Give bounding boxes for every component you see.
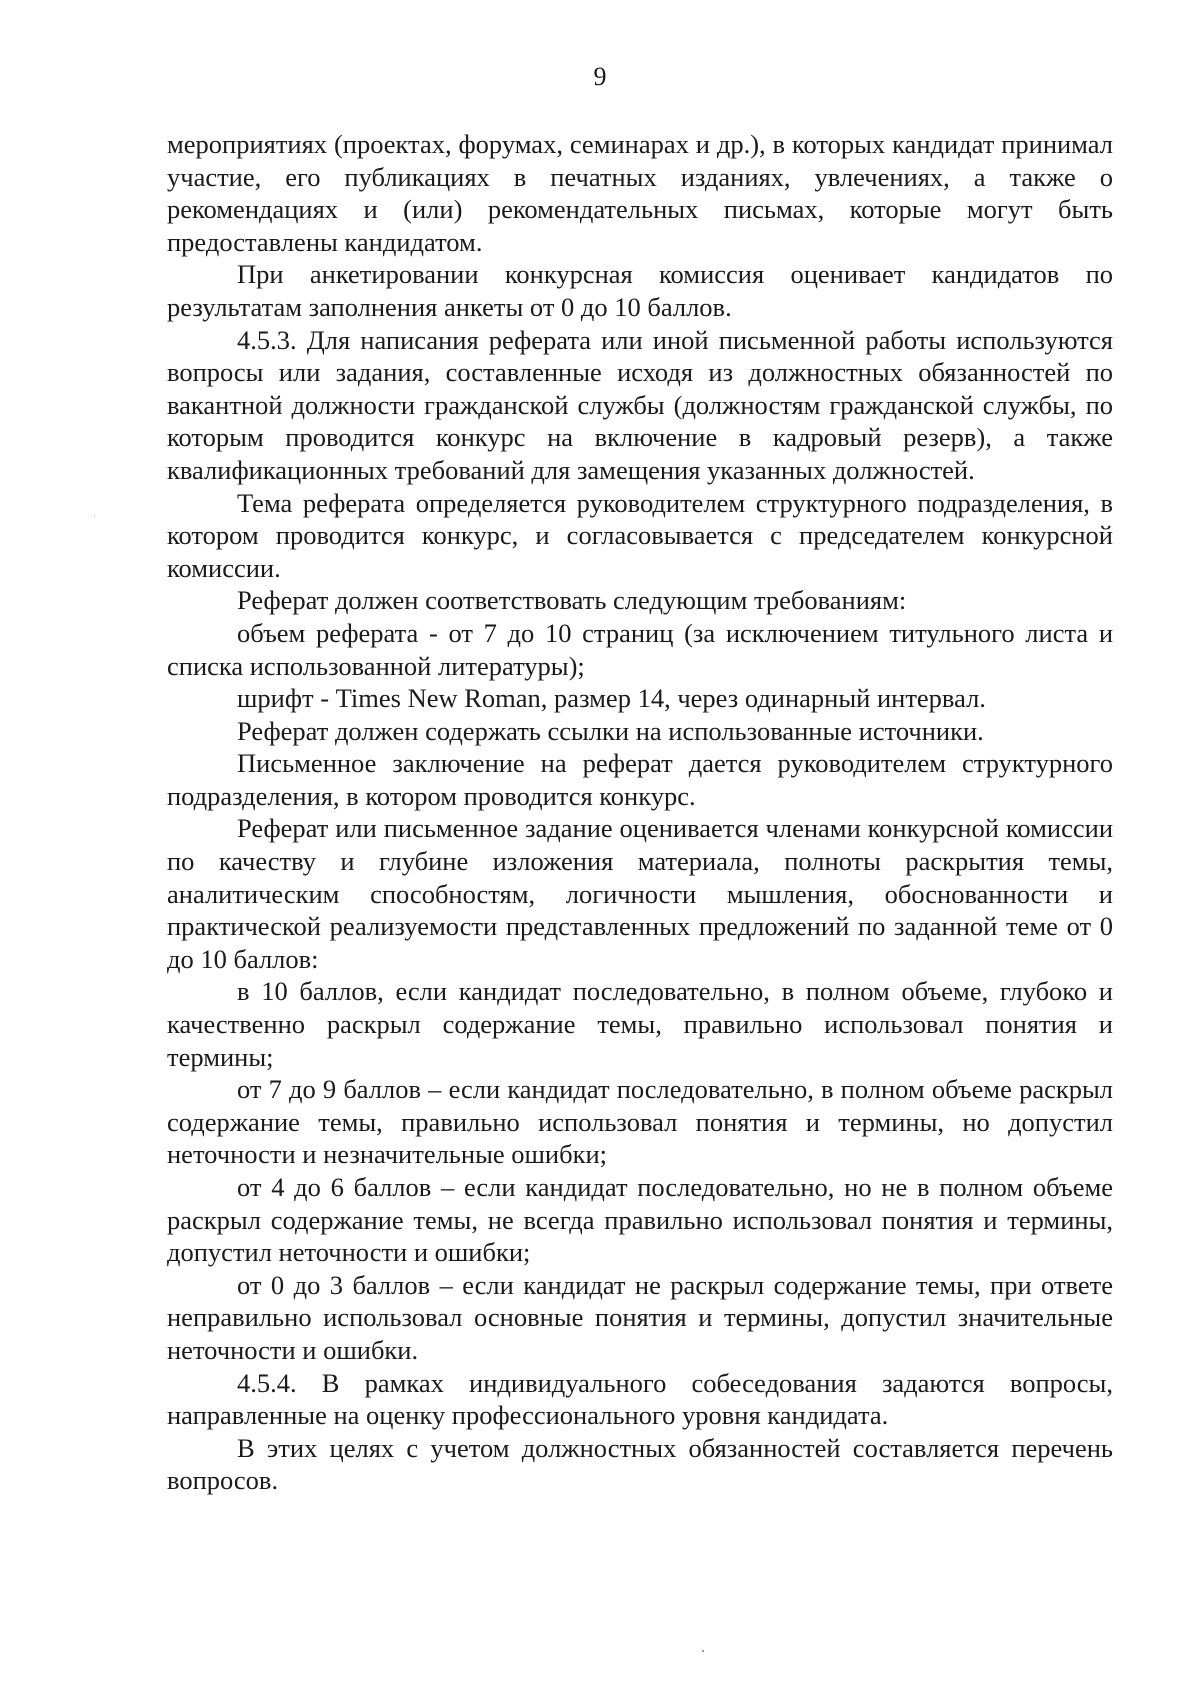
- paragraph-score-10: в 10 баллов, если кандидат последовательно, в полном объеме, глубоко и качественно раскрыл содержание темы, правильно использовал понятия и термины;: [167, 976, 1113, 1072]
- paragraph-essay-topic: Тема реферата определяется руководителем структурного подразделения, в котором проводится конкурс, и согласовывается с председателем конкурсной комиссии.: [167, 487, 1113, 583]
- paragraph-question-list: В этих целях с учетом должностных обязанностей составляется перечень вопросов.: [167, 1432, 1113, 1496]
- paragraph-continuation: мероприятиях (проектах, форумах, семинарах и др.), в которых кандидат принимал участие, его публикациях в печатных изданиях, увлечениях, а также о рекомендациях и (или) рекомендательных письмах, которые могут быть предоставлены кандидатом.: [167, 129, 1113, 257]
- scan-artifact-dot: [702, 1650, 704, 1652]
- paragraph-score-0-3: от 0 до 3 баллов – если кандидат не раскрыл содержание темы, при ответе неправильно использовал основные понятия и термины, допустил значительные неточности и ошибки.: [167, 1269, 1113, 1365]
- scan-artifact-mark: [94, 515, 95, 516]
- paragraph-essay-font: шрифт - Times New Roman, размер 14, через одинарный интервал.: [237, 683, 986, 714]
- paragraph-essay-volume: объем реферата - от 7 до 10 страниц (за исключением титульного листа и списка использованной литературы);: [167, 617, 1113, 681]
- page-number: 9: [593, 62, 607, 91]
- paragraph-questionnaire-scoring: При анкетировании конкурсная комиссия оценивает кандидатов по результатам заполнения анкеты от 0 до 10 баллов.: [167, 259, 1113, 322]
- paragraph-4-5-4: 4.5.4. В рамках индивидуального собеседования задаются вопросы, направленные на оценку профессионального уровня кандидата.: [167, 1367, 1113, 1431]
- paragraph-essay-requirements: Реферат должен соответствовать следующим требованиям:: [237, 585, 907, 616]
- paragraph-essay-evaluation: Реферат или письменное задание оценивается членами конкурсной комиссии по качеству и глубине изложения материала, полноты раскрытия темы, аналитическим способностям, логичности мышления, обоснованности и практической реализуемости представленных предложений по заданной теме от 0 до 10 баллов:: [167, 813, 1113, 974]
- paragraph-essay-references: Реферат должен содержать ссылки на использованные источники.: [237, 715, 984, 746]
- paragraph-written-conclusion: Письменное заключение на реферат дается руководителем структурного подразделения, в котором проводится конкурс.: [167, 748, 1113, 811]
- paragraph-4-5-3: 4.5.3. Для написания реферата или иной письменной работы используются вопросы или задания, составленные исходя из должностных обязанностей по вакантной должности гражданской службы (должностям гражданской службы, по которым проводится конкурс на включение в кадровый резерв), а также квалификационных требований для замещения указанных должностей.: [167, 324, 1113, 485]
- paragraph-score-7-9: от 7 до 9 баллов – если кандидат последовательно, в полном объеме раскрыл содержание темы, правильно использовал понятия и термины, но допустил неточности и незначительные ошибки;: [167, 1074, 1113, 1170]
- paragraph-score-4-6: от 4 до 6 баллов – если кандидат последовательно, но не в полном объеме раскрыл содержание темы, не всегда правильно использовал понятия и термины, допустил неточности и ошибки;: [167, 1172, 1113, 1268]
- document-body: [167, 128, 1113, 1497]
